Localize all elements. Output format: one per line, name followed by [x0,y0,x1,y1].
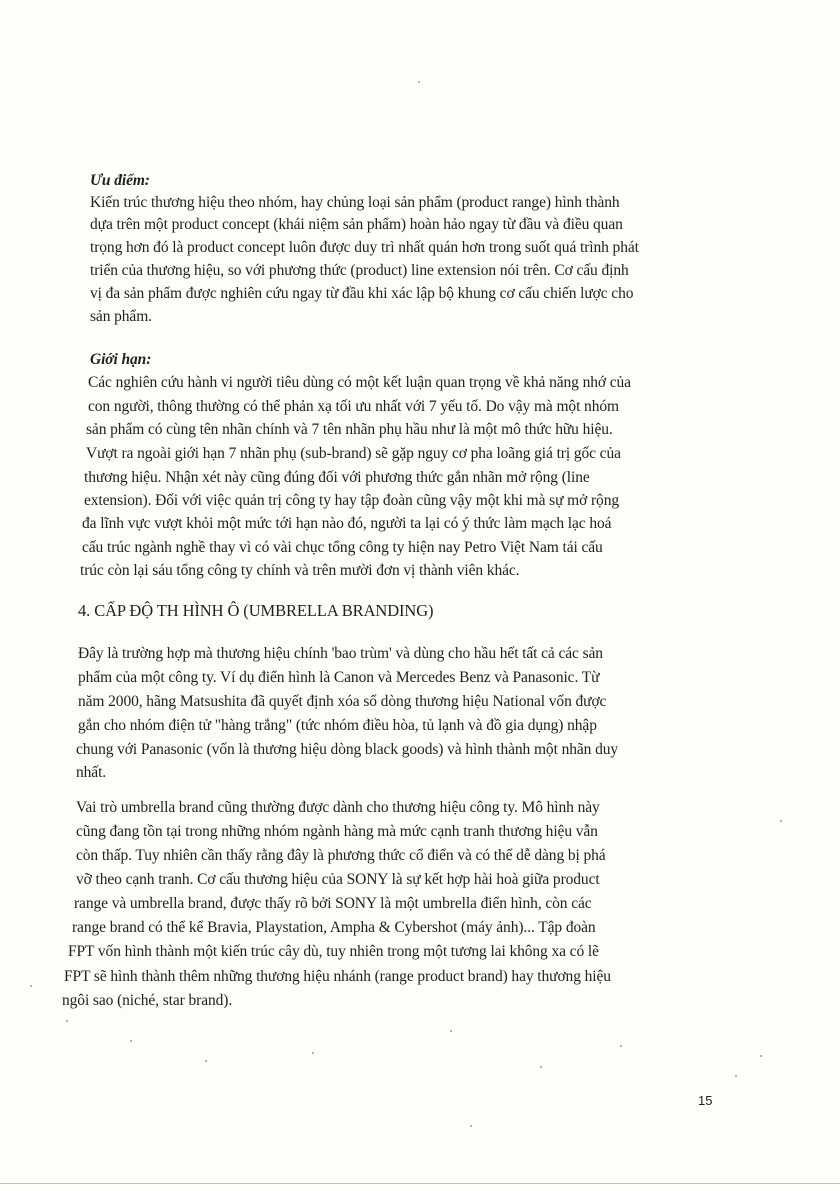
text-line: triển của thương hiệu, so với phương thức (product) line extension nói trên. Cơ cấu định [90,262,629,279]
text-line: con người, thông thường có thể phản xạ tối ưu nhất với 7 yếu tố. Do vậy mà một nhóm [88,398,619,415]
text-line: Các nghiên cứu hành vi người tiêu dùng có một kết luận quan trọng về khả năng nhớ của [88,374,631,391]
scan-speck [66,1020,68,1022]
text-line: Vai trò umbrella brand cũng thường được dành cho thương hiệu công ty. Mô hình này [76,799,600,816]
advantages-heading: Ưu điểm: [90,172,150,189]
top-mark: ' [418,80,420,91]
text-line: sản phẩm. [90,308,152,325]
text-line: Vượt ra ngoài giới hạn 7 nhãn phụ (sub-brand) sẽ gặp nguy cơ pha loãng giá trị gốc của [86,445,621,462]
text-line: trọng hơn đó là product concept luôn được duy trì nhất quán hơn trong suốt quá trình phát [90,239,639,256]
text-line: dựa trên một product concept (khái niệm sản phẩm) hoàn hảo ngay từ đầu và điều quan [90,216,623,233]
text-line: gắn cho nhóm điện tử "hàng trắng" (tức nhóm điều hòa, tủ lạnh và đồ gia dụng) nhập [78,717,597,734]
scan-speck [735,1075,737,1077]
scan-speck [130,1040,132,1042]
page-number: 15 [698,1093,713,1108]
text-line: FPT vốn hình thành một kiến trúc cây dù, tuy nhiên trong một tương lai không xa có lẽ [68,943,599,960]
text-line: FPT sẽ hình thành thêm những thương hiệu nhánh (range product brand) hay thương hiệu [64,968,611,985]
section-heading: 4. CẤP ĐỘ TH HÌNH Ô (UMBRELLA BRANDING) [78,601,434,620]
text-line: trúc còn lại sáu tổng công ty chính và trên mười đơn vị thành viên khác. [80,562,520,579]
scan-speck [450,1030,452,1032]
text-line: range và umbrella brand, được thấy rõ bởi SONY là một umbrella điển hình, còn các [74,895,592,912]
text-line: thương hiệu. Nhận xét này cũng đúng đối với phương thức gắn nhãn mở rộng (line [84,469,590,486]
scan-speck [620,1045,622,1047]
bottom-rule [0,1183,840,1184]
text-line: chung với Panasonic (vốn là thương hiệu dòng black goods) và hình thành một nhãn duy [76,741,619,758]
text-line: vị đa sản phẩm được nghiên cứu ngay từ đầu khi xác lập bộ khung cơ cấu chiến lược cho [90,285,634,302]
text-line: vỡ theo cạnh tranh. Cơ cấu thương hiệu của SONY là sự kết hợp hài hoà giữa product [76,871,600,888]
scan-speck [760,1055,762,1057]
text-line: range brand có thể kể Bravia, Playstation, Ampha & Cybershot (máy ảnh)... Tập đoàn [72,919,596,936]
scan-speck [470,1125,472,1127]
text-line: Kiến trúc thương hiệu theo nhóm, hay chủng loại sản phẩm (product range) hình thành [90,194,620,211]
text-line: ngôi sao (niché, star brand). [62,992,233,1009]
scan-speck [312,1052,314,1054]
text-line: cũng đang tồn tại trong những nhóm ngành hàng mà mức cạnh tranh thương hiệu vẫn [76,823,598,840]
limitations-heading: Giới hạn: [90,351,152,368]
text-line: cấu trúc ngành nghề thay vì có vài chục tổng công ty hiện nay Petro Việt Nam tái cấu [82,539,603,556]
text-line: sản phẩm có cùng tên nhãn chính và 7 tên nhãn phụ hầu như là một mô thức hữu hiệu. [86,421,613,438]
scan-speck [30,985,32,987]
scan-speck [205,1060,207,1062]
text-line: extension). Đối với việc quản trị công ty hay tập đoàn cũng vậy một khi mà sự mở rộng [84,492,620,509]
scan-speck [780,820,782,822]
text-line: còn thấp. Tuy nhiên cần thấy rằng đây là phương thức cổ điển và có thể dễ dàng bị phá [76,847,606,864]
text-line: năm 2000, hãng Matsushita đã quyết định xóa sổ dòng thương hiệu National vốn được [78,693,607,710]
text-line: nhất. [76,764,107,781]
text-line: phẩm của một công ty. Ví dụ điển hình là Canon và Mercedes Benz và Panasonic. Từ [78,669,600,686]
text-line: đa lĩnh vực vượt khỏi một mức tới hạn nào đó, người ta lại có ý thức làm mạch lạc hoá [82,515,612,532]
scan-speck [540,1066,542,1068]
text-line: Đây là trường hợp mà thương hiệu chính 'bao trùm' và dùng cho hầu hết tất cả các sản [78,645,603,662]
